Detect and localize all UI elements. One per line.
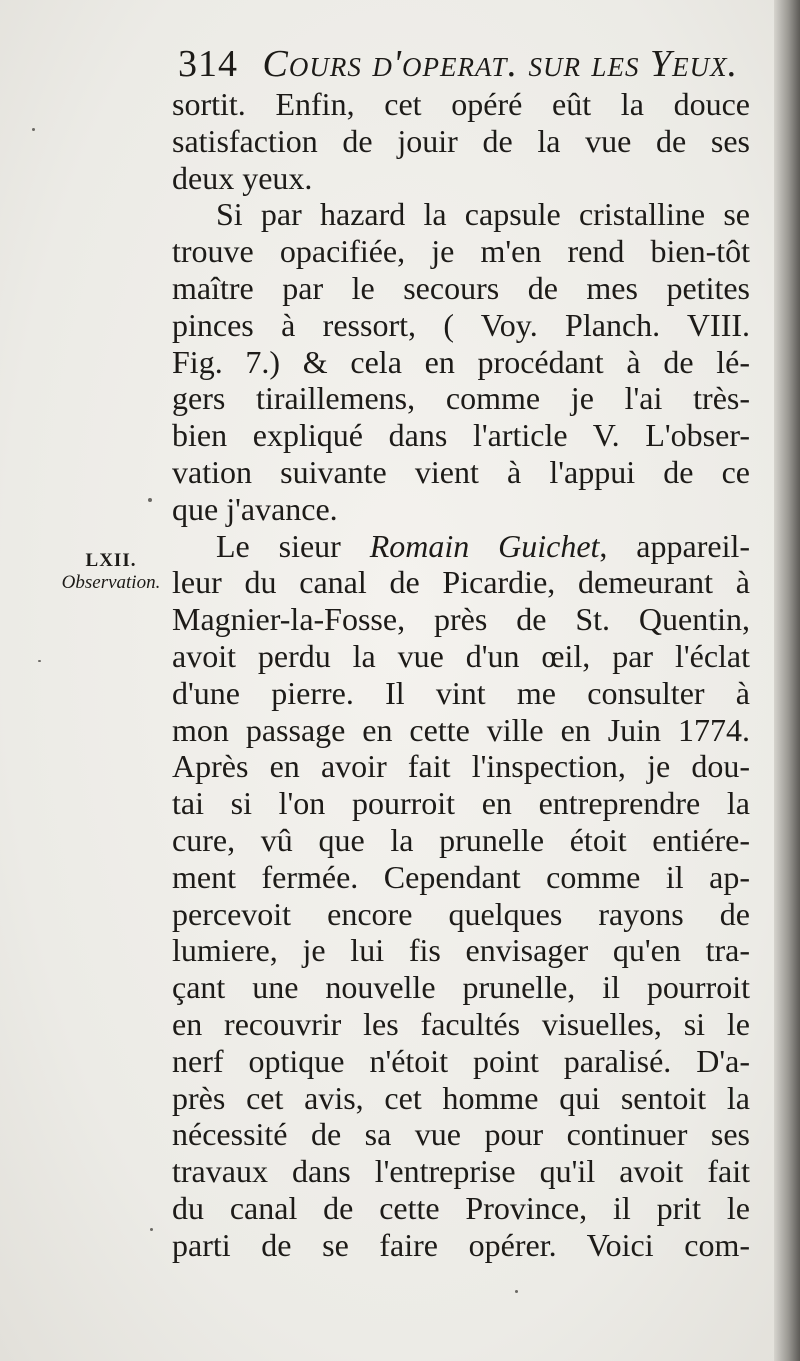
text-line: sortit. Enfin, cet opéré eût la douce xyxy=(172,86,750,122)
text-line: parti de se faire opérer. Voici com- xyxy=(172,1226,750,1263)
text-line: lumiere, je lui fis envisager qu'en tra- xyxy=(172,932,750,969)
text-line: tai si l'on pourroit en entreprendre la xyxy=(172,785,750,822)
text-line: Si par hazard la capsule cristalline se xyxy=(216,196,750,233)
text-line: pinces à ressort, ( Voy. Planch. VIII. xyxy=(172,306,750,343)
text-line: avoit perdu la vue d'un œil, par l'éclat xyxy=(172,637,750,674)
text-line: gers tiraillemens, comme je l'ai très- xyxy=(172,380,750,417)
text-line: d'une pierre. Il vint me consulter à xyxy=(172,674,750,711)
text-line: en recouvrir les facultés visuelles, si le xyxy=(172,1005,750,1042)
running-title: Cours d'operat. sur les Yeux. xyxy=(262,43,739,85)
text-line: Après en avoir fait l'inspection, je dou- xyxy=(172,748,750,785)
book-gutter-shadow xyxy=(774,0,800,1361)
observation-number: LXII. xyxy=(85,550,137,571)
text-line: nerf optique n'étoit point paralisé. D'a- xyxy=(172,1042,750,1079)
text-line: percevoit encore quelques rayons de xyxy=(172,895,750,932)
text-line: ment fermée. Cependant comme il ap- xyxy=(172,858,750,895)
text-line: vation suivante vient à l'appui de ce xyxy=(172,453,750,490)
page-number: 314 xyxy=(178,43,238,85)
text-line: cure, vû que la prunelle étoit entiére- xyxy=(172,821,750,858)
text-line xyxy=(172,528,750,565)
text-line: près cet avis, cet homme qui sentoit la xyxy=(172,1079,750,1116)
margin-note xyxy=(46,550,176,594)
text-line: maître par le secours de mes petites xyxy=(172,269,750,306)
text-line: çant une nouvelle prunelle, il pourroit xyxy=(172,969,750,1006)
text-line: Magnier-la-Fosse, près de St. Quentin, xyxy=(172,601,750,638)
body-text xyxy=(172,86,750,1264)
text-line: bien expliqué dans l'article V. L'obser- xyxy=(172,417,750,454)
text-line: du canal de cette Province, il prit le xyxy=(172,1189,750,1226)
text-line: que j'avance. xyxy=(172,490,338,527)
text-line: nécessité de sa vue pour continuer ses xyxy=(172,1116,750,1153)
text-line: satisfaction de jouir de la vue de ses xyxy=(172,122,750,159)
text-span: , appareil- xyxy=(599,527,750,564)
observation-label: Observation. xyxy=(61,572,161,593)
text-line: deux yeux. xyxy=(172,159,313,196)
text-line: leur du canal de Picardie, demeurant à xyxy=(172,564,750,601)
text-line: trouve opacifiée, je m'en rend bien-tôt xyxy=(172,233,750,270)
text-line: Fig. 7.) & cela en procédant à de lé- xyxy=(172,343,750,380)
text-line: mon passage en cette ville en Juin 1774. xyxy=(172,711,750,748)
italic-name: Romain Guichet xyxy=(369,527,600,564)
text-line: travaux dans l'entreprise qu'il avoit fait xyxy=(172,1153,750,1190)
text-span: Le sieur xyxy=(216,527,370,564)
